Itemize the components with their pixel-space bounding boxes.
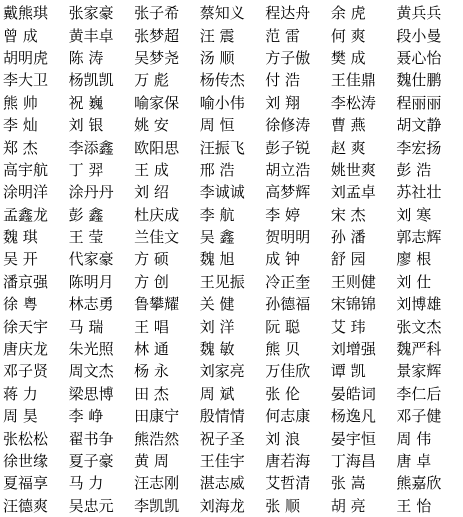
name-cell: 田康宁 <box>134 407 180 426</box>
name-cell: 蒋 力 <box>3 384 38 403</box>
name-cell: 李 灿 <box>3 116 38 135</box>
name-cell: 吴忠元 <box>68 496 114 515</box>
name-cell: 万佳欣 <box>265 362 311 381</box>
name-cell: 刘孟卓 <box>330 183 376 202</box>
name-cell: 刘 银 <box>68 116 104 135</box>
name-cell: 杨凯凯 <box>68 71 114 90</box>
name-cell: 阮 聪 <box>265 317 301 336</box>
name-cell: 姚 安 <box>134 116 169 135</box>
name-row <box>3 427 462 449</box>
name-cell: 王 怡 <box>396 496 432 515</box>
name-cell: 李凯凯 <box>134 496 180 515</box>
name-cell: 刘 寒 <box>396 205 432 224</box>
name-cell: 李 峥 <box>68 407 104 426</box>
name-cell: 刘 洋 <box>199 317 235 336</box>
name-row <box>3 69 462 91</box>
name-cell: 刘 翔 <box>265 93 301 112</box>
name-cell: 舒 园 <box>330 250 366 269</box>
name-cell: 魏 敏 <box>199 340 235 359</box>
name-cell: 田 杰 <box>134 384 169 403</box>
name-cell: 艾 玮 <box>330 317 366 336</box>
name-cell: 方子傲 <box>265 48 311 67</box>
name-cell: 杨传杰 <box>199 71 245 90</box>
name-cell: 熊 帅 <box>3 93 38 112</box>
name-row <box>3 271 462 293</box>
name-cell: 邢 浩 <box>199 160 235 179</box>
name-cell: 张松松 <box>3 429 49 448</box>
name-cell: 孙德福 <box>265 295 311 314</box>
name-cell: 彭 鑫 <box>68 205 104 224</box>
name-cell: 陈 涛 <box>68 48 104 67</box>
name-cell: 夏福享 <box>3 474 49 493</box>
name-cell: 胡明虎 <box>3 48 49 67</box>
name-cell: 徐 粤 <box>3 295 38 314</box>
name-cell: 胡 亮 <box>330 496 366 515</box>
name-cell: 姚世爽 <box>330 160 376 179</box>
name-cell: 魏 琪 <box>3 228 38 247</box>
name-cell: 周 恒 <box>199 116 235 135</box>
name-cell: 曹 燕 <box>330 116 366 135</box>
name-row <box>3 92 462 114</box>
name-cell: 苏社壮 <box>396 183 442 202</box>
name-cell: 喻家保 <box>134 93 180 112</box>
name-cell: 汪志刚 <box>134 474 180 493</box>
name-cell: 汪 震 <box>199 26 235 45</box>
name-cell: 王则健 <box>330 272 376 291</box>
name-cell: 梁思博 <box>68 384 114 403</box>
name-cell: 李添鑫 <box>68 138 114 157</box>
name-cell: 宋 杰 <box>330 205 366 224</box>
name-cell: 欧阳思 <box>134 138 180 157</box>
name-cell: 何志康 <box>265 407 311 426</box>
name-cell: 徐天宇 <box>3 317 49 336</box>
name-cell: 晏皓词 <box>330 384 376 403</box>
name-cell: 冷正奎 <box>265 272 311 291</box>
name-cell: 高梦辉 <box>265 183 311 202</box>
name-row <box>3 450 462 472</box>
name-cell: 黄 周 <box>134 452 169 470</box>
name-cell: 郑 杰 <box>3 138 38 157</box>
name-row <box>3 405 462 427</box>
name-cell: 刘增强 <box>330 340 376 359</box>
name-cell: 彭子锐 <box>265 138 311 157</box>
name-cell: 王 莹 <box>68 228 104 247</box>
name-cell: 马 力 <box>68 474 104 493</box>
name-cell: 张 顺 <box>265 496 301 515</box>
name-cell: 潘京强 <box>3 272 49 291</box>
name-cell: 谭 凯 <box>330 362 366 381</box>
name-row <box>3 293 462 315</box>
name-cell: 张 伦 <box>265 384 301 403</box>
name-cell: 周 昊 <box>3 407 38 426</box>
name-row <box>3 181 462 203</box>
name-cell: 蔡知义 <box>199 4 245 23</box>
name-cell: 晏宇恒 <box>330 429 376 448</box>
name-cell: 黄丰卓 <box>68 26 114 45</box>
name-cell: 曾 成 <box>3 26 38 45</box>
name-cell: 段小曼 <box>396 26 442 45</box>
name-cell: 贺明明 <box>265 228 311 247</box>
name-row <box>3 248 462 270</box>
name-cell: 胡立浩 <box>265 160 311 179</box>
name-cell: 胡文静 <box>396 116 442 135</box>
name-cell: 刘 绍 <box>134 183 169 202</box>
name-cell: 张家豪 <box>68 4 114 23</box>
name-row <box>3 226 462 248</box>
name-row <box>3 159 462 181</box>
name-row <box>3 495 462 517</box>
name-cell: 林志勇 <box>68 295 114 314</box>
name-cell: 涂丹丹 <box>68 183 114 202</box>
name-cell: 宋锦锦 <box>330 295 376 314</box>
name-cell: 熊浩然 <box>134 429 180 448</box>
name-cell: 杨逸凡 <box>330 407 376 426</box>
name-cell: 魏仕鹏 <box>396 71 442 90</box>
name-cell: 涂明洋 <box>3 183 49 202</box>
name-row <box>3 47 462 69</box>
name-row <box>3 2 462 24</box>
name-cell: 樊 成 <box>330 48 366 67</box>
name-row <box>3 24 462 46</box>
name-cell: 程丽丽 <box>396 93 442 112</box>
name-cell: 陈明月 <box>68 272 114 291</box>
name-cell: 周文杰 <box>68 362 114 381</box>
name-cell: 唐若海 <box>265 452 311 470</box>
name-cell: 徐世缘 <box>3 452 49 470</box>
name-cell: 刘 浪 <box>265 429 301 448</box>
name-cell: 方 创 <box>134 272 169 291</box>
name-cell: 李 婷 <box>265 205 301 224</box>
name-cell: 喻小伟 <box>199 93 245 112</box>
name-cell: 徐修涛 <box>265 116 311 135</box>
name-cell: 朱光照 <box>68 340 114 359</box>
name-cell: 张文杰 <box>396 317 442 336</box>
name-cell: 关 健 <box>199 295 235 314</box>
name-cell: 孙 潘 <box>330 228 366 247</box>
name-cell: 吴梦尧 <box>134 48 180 67</box>
name-cell: 魏严科 <box>396 340 442 359</box>
name-cell: 高宇航 <box>3 160 49 179</box>
name-cell: 丁 羿 <box>68 160 104 179</box>
name-cell: 翟书争 <box>68 429 114 448</box>
name-cell: 祝子圣 <box>199 429 245 448</box>
name-cell: 王佳宇 <box>199 452 245 470</box>
name-cell: 熊嘉欣 <box>396 474 442 493</box>
name-cell: 彭 浩 <box>396 160 432 179</box>
name-cell: 赵 爽 <box>330 138 366 157</box>
name-cell: 王 成 <box>134 160 169 179</box>
name-cell: 万 彪 <box>134 71 169 90</box>
name-row <box>3 204 462 226</box>
name-cell: 周 伟 <box>396 429 432 448</box>
name-row <box>3 338 462 360</box>
name-row <box>3 136 462 158</box>
name-cell: 代家豪 <box>68 250 114 269</box>
name-row <box>3 383 462 405</box>
name-cell: 李大卫 <box>3 71 49 90</box>
name-cell: 汤 顺 <box>199 48 235 67</box>
name-cell: 方 硕 <box>134 250 169 269</box>
name-cell: 丁海昌 <box>330 452 376 470</box>
name-cell: 付 浩 <box>265 71 301 90</box>
name-cell: 吴 鑫 <box>199 228 235 247</box>
name-row <box>3 360 462 382</box>
name-cell: 成 钟 <box>265 250 301 269</box>
name-cell: 王见振 <box>199 272 245 291</box>
name-cell: 张 嵩 <box>330 474 366 493</box>
name-cell: 鲁攀耀 <box>134 295 180 314</box>
name-cell: 黄兵兵 <box>396 4 442 23</box>
name-cell: 王 唱 <box>134 317 169 336</box>
name-cell: 夏子豪 <box>68 452 114 470</box>
name-cell: 熊 贝 <box>265 340 301 359</box>
name-cell: 景家辉 <box>396 362 442 381</box>
name-cell: 祝 巍 <box>68 93 104 112</box>
name-cell: 刘博雄 <box>396 295 442 314</box>
name-cell: 吴 开 <box>3 250 38 269</box>
name-cell: 戴熊琪 <box>3 4 49 23</box>
name-cell: 殷情情 <box>199 407 245 426</box>
name-cell: 刘海龙 <box>199 496 245 515</box>
name-cell: 余 虎 <box>330 4 366 23</box>
name-cell: 孟鑫龙 <box>3 205 49 224</box>
name-cell: 林 通 <box>134 340 169 359</box>
name-cell: 邓子贤 <box>3 362 49 381</box>
name-row <box>3 315 462 337</box>
name-cell: 程达舟 <box>265 4 311 23</box>
name-cell: 刘 仕 <box>396 272 432 291</box>
name-cell: 刘家亮 <box>199 362 245 381</box>
name-cell: 李 航 <box>199 205 235 224</box>
name-row <box>3 114 462 136</box>
name-cell: 廖 根 <box>396 250 432 269</box>
name-cell: 湛志威 <box>199 474 245 493</box>
name-cell: 郭志辉 <box>396 228 442 247</box>
name-cell: 艾哲清 <box>265 474 311 493</box>
name-cell: 周 斌 <box>199 384 235 403</box>
name-cell: 杜庆成 <box>134 205 180 224</box>
name-cell: 李宏扬 <box>396 138 442 157</box>
name-cell: 李松涛 <box>330 93 376 112</box>
name-cell: 汪振飞 <box>199 138 245 157</box>
name-cell: 聂心怡 <box>396 48 442 67</box>
name-cell: 马 瑞 <box>68 317 104 336</box>
name-cell: 范 雷 <box>265 26 301 45</box>
name-cell: 杨 永 <box>134 362 169 381</box>
name-cell: 唐庆龙 <box>3 340 49 359</box>
name-cell: 张子希 <box>134 4 180 23</box>
name-cell: 唐 卓 <box>396 452 432 470</box>
name-cell: 汪德爽 <box>3 496 49 515</box>
name-cell: 张梦超 <box>134 26 180 45</box>
name-cell: 兰佳文 <box>134 228 180 247</box>
name-cell: 魏 旭 <box>199 250 235 269</box>
name-cell: 王佳鼎 <box>330 71 376 90</box>
name-cell: 邓子健 <box>396 407 442 426</box>
name-cell: 李仁后 <box>396 384 442 403</box>
name-cell: 何 爽 <box>330 26 366 45</box>
name-cell: 李诚诚 <box>199 183 245 202</box>
